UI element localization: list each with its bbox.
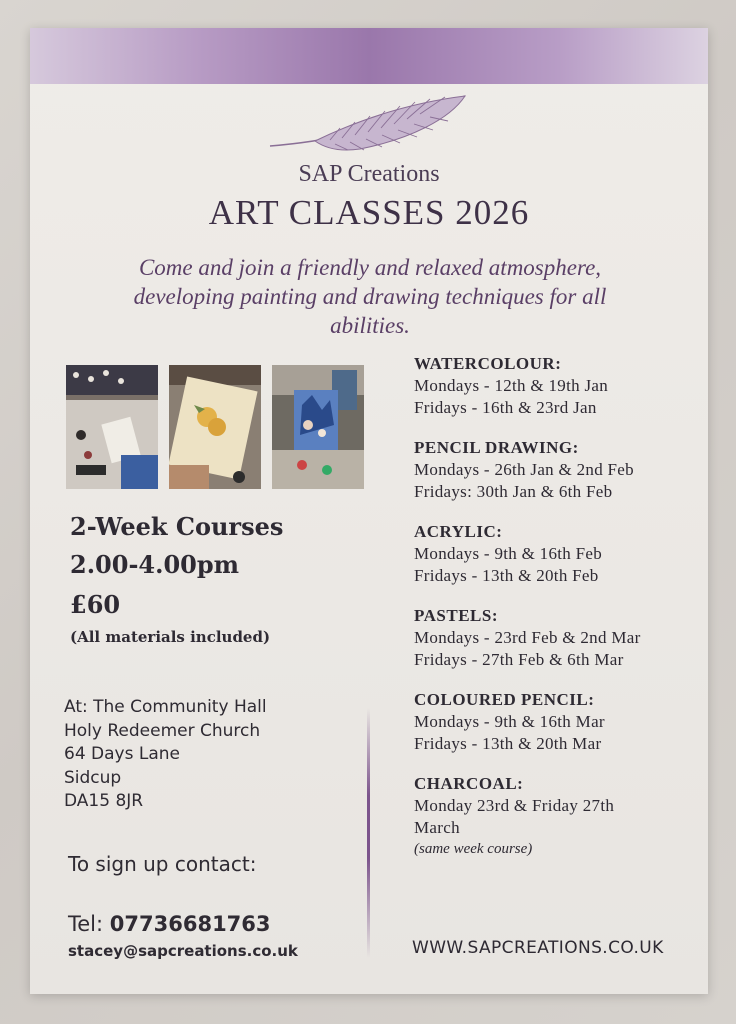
address-line: DA15 8JR bbox=[64, 791, 144, 811]
signup-heading: To sign up contact: bbox=[68, 852, 257, 876]
schedule-line: Fridays - 27th Feb & 6th Mar bbox=[414, 649, 624, 669]
class-photo-2 bbox=[169, 365, 261, 489]
address-line: Holy Redeemer Church bbox=[64, 720, 261, 741]
schedule-title: COLOURED PENCIL: bbox=[414, 690, 595, 709]
schedule bbox=[414, 353, 704, 879]
brand-name: SAP Creations bbox=[298, 161, 440, 187]
schedule-line: Fridays - 13th & 20th Feb bbox=[414, 565, 599, 585]
course-time: 2.00-4.00pm bbox=[70, 550, 240, 579]
purple-header-band bbox=[30, 28, 708, 84]
schedule-title: PASTELS: bbox=[414, 606, 498, 625]
email-link[interactable]: stacey@sapcreations.co.uk bbox=[68, 942, 298, 960]
schedule-title: PENCIL DRAWING: bbox=[414, 438, 579, 457]
schedule-title: ACRYLIC: bbox=[414, 522, 503, 541]
address-line: Sidcup bbox=[64, 767, 122, 788]
schedule-block-coloured-pencil bbox=[414, 689, 704, 754]
tagline: Come and join a friendly and relaxed atmosphere, developing painting and drawing techniques for all abilities. bbox=[133, 255, 607, 338]
schedule-line: Fridays - 16th & 23rd Jan bbox=[414, 397, 597, 417]
schedule-block-charcoal bbox=[414, 773, 704, 860]
tel-number[interactable]: 07736681763 bbox=[109, 912, 271, 936]
vertical-divider bbox=[367, 708, 370, 958]
class-photo-3 bbox=[272, 365, 364, 489]
schedule-line: Mondays - 9th & 16th Feb bbox=[414, 544, 603, 563]
materials-note: (All materials included) bbox=[70, 628, 271, 646]
tel-label: Tel: bbox=[68, 912, 104, 936]
telephone bbox=[68, 912, 271, 936]
schedule-block-watercolour bbox=[414, 353, 704, 418]
website-link[interactable]: WWW.SAPCREATIONS.CO.UK bbox=[412, 938, 664, 958]
schedule-block-acrylic bbox=[414, 521, 704, 586]
venue-address bbox=[64, 696, 267, 814]
course-duration: 2-Week Courses bbox=[70, 512, 284, 541]
schedule-line: Mondays - 9th & 16th Mar bbox=[414, 712, 605, 731]
schedule-line: Mondays - 26th Jan & 2nd Feb bbox=[414, 460, 634, 479]
course-price: £60 bbox=[70, 590, 121, 619]
address-line: 64 Days Lane bbox=[64, 744, 180, 764]
flyer bbox=[30, 28, 708, 994]
schedule-block-pastels bbox=[414, 605, 704, 670]
schedule-line: Fridays - 13th & 20th Mar bbox=[414, 733, 602, 753]
schedule-title: WATERCOLOUR: bbox=[414, 354, 562, 373]
page-title: ART CLASSES 2026 bbox=[208, 193, 530, 232]
schedule-line: Fridays: 30th Jan & 6th Feb bbox=[414, 481, 613, 501]
schedule-title: CHARCOAL: bbox=[414, 774, 524, 793]
schedule-note: (same week course) bbox=[414, 841, 533, 857]
schedule-line: Mondays - 12th & 19th Jan bbox=[414, 376, 609, 395]
class-photo-1 bbox=[66, 365, 158, 489]
address-line: At: The Community Hall bbox=[64, 697, 267, 717]
schedule-line: Mondays - 23rd Feb & 2nd Mar bbox=[414, 628, 641, 647]
schedule-block-pencil-drawing bbox=[414, 437, 704, 502]
schedule-line: Monday 23rd & Friday 27th bbox=[414, 796, 615, 815]
schedule-line: March bbox=[414, 817, 460, 837]
